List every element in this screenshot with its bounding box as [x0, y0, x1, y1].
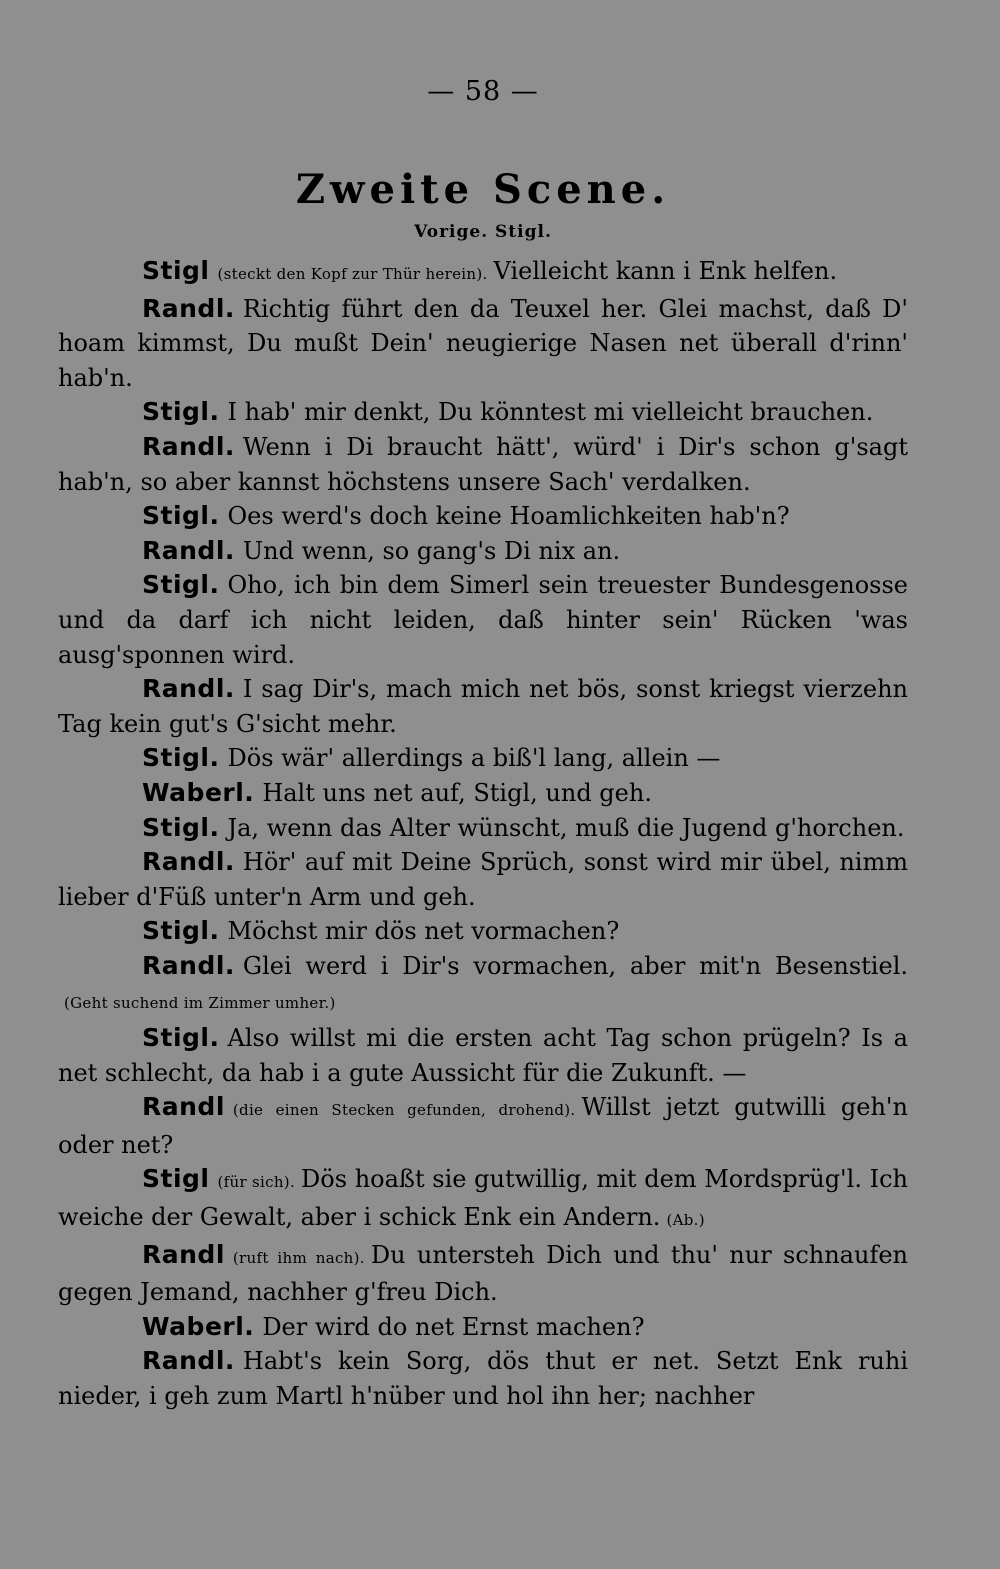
speech-text: Also willst mi die ersten acht Tag schon prügeln? Is a net schlecht, da hab i a gute Aussicht für die Zukunft. — [58, 1024, 908, 1087]
speaker-name: Stigl. [142, 743, 220, 773]
speech-text: Richtig führt den da Teuxel her. Glei machst, daß D' hoam kimmst, Du mußt Dein' neugierige Nasen net überall d'rinn' hab'n. [58, 294, 908, 392]
speech-text: Der wird do net Ernst machen? [262, 1312, 645, 1341]
stage-direction: (steckt den Kopf zur Thür herein). [217, 265, 488, 283]
cast-line: Vorige. Stigl. [414, 222, 552, 242]
speech-text: Du untersteh Dich und thu' nur schnaufen gegen Jemand, nachher g'freu Dich. [58, 1240, 908, 1307]
speech [58, 672, 908, 741]
speech [58, 949, 908, 1021]
speech [58, 568, 908, 672]
speech [58, 395, 908, 430]
speech-text: I hab' mir denkt, Du könntest mi vielleicht brauchen. [227, 398, 874, 427]
speech-text: Dös wär' allerdings a biß'l lang, allein — [227, 744, 721, 773]
stage-direction: (die einen Stecken gefunden, drohend). [232, 1101, 576, 1120]
speech [58, 254, 908, 292]
speaker-name: Randl. [142, 1346, 235, 1376]
speech-text: Willst jetzt gutwilli geh'n oder net? [58, 1093, 908, 1159]
stage-direction: (Ab.) [666, 1211, 705, 1230]
speaker-name: Randl. [142, 847, 235, 877]
stage-direction: (ruft ihm nach). [232, 1248, 365, 1267]
speaker-name: Stigl [142, 1164, 210, 1194]
speech-text: Ja, wenn das Alter wünscht, muß die Jugend g'horchen. [227, 813, 905, 842]
speech-text: Wenn i Di braucht hätt', würd' i Dir's schon g'sagt hab'n, so aber kannst höchstens unsere Sach' verdalken. [58, 432, 908, 496]
speaker-name: Stigl. [142, 570, 220, 600]
speech [58, 741, 908, 776]
speech-text: I sag Dir's, mach mich net bös, sonst kriegst vierzehn Tag kein gut's G'sicht mehr. [58, 675, 908, 738]
speaker-name: Randl [142, 1239, 225, 1269]
speech [58, 1090, 908, 1162]
speaker-name: Waberl. [142, 777, 255, 807]
page-number: — 58 — [427, 76, 539, 107]
speech-text: Oho, ich bin dem Simerl sein treuester Bundesgenosse und da darf ich nicht leiden, daß hinter sein' Rücken 'was ausg'sponnen wird. [58, 571, 908, 669]
speech [58, 430, 908, 499]
speech [58, 534, 908, 569]
speech [58, 1238, 908, 1310]
speech [58, 499, 908, 534]
speech-text: Glei werd i Dir's vormachen, aber mit'n Besenstiel. [242, 951, 908, 980]
speaker-name: Randl. [142, 674, 235, 704]
speech [58, 1162, 908, 1237]
stage-direction: (Geht suchend im Zimmer umher.) [64, 994, 336, 1013]
speaker-name: Stigl [142, 256, 210, 285]
speaker-name: Randl. [142, 950, 235, 980]
speech [58, 1021, 908, 1090]
stage-direction: (für sich). [217, 1173, 296, 1192]
speech-text: Habt's kein Sorg, dös thut er net. Setzt Enk ruhi nieder, i geh zum Martl h'nüber und hol ihn her; nachher [58, 1347, 908, 1410]
speech [58, 1344, 908, 1413]
speaker-name: Stigl. [142, 812, 220, 842]
speech [58, 845, 908, 914]
speaker-name: Waberl. [142, 1311, 255, 1341]
speaker-name: Randl. [142, 431, 235, 461]
speech-text: Oes werd's doch keine Hoamlichkeiten hab'n? [227, 502, 790, 531]
scene-title: Zweite Scene. [295, 166, 671, 213]
speech-text: Und wenn, so gang's Di nix an. [242, 536, 621, 565]
speech [58, 776, 908, 811]
speech-text: Möchst mir dös net vormachen? [227, 917, 620, 946]
speech-text: Vielleicht kann i Enk helfen. [493, 257, 838, 285]
speech-text: Dös hoaßt sie gutwillig, mit dem Mordsprüg'l. Ich weiche der Gewalt, aber i schick Enk ein Andern. [58, 1165, 909, 1232]
speech [58, 914, 908, 949]
dialogue [58, 254, 908, 1414]
book-page [58, 72, 908, 1414]
speaker-name: Randl [142, 1092, 225, 1122]
speaker-name: Randl. [142, 535, 235, 565]
speaker-name: Stigl. [142, 1023, 220, 1053]
speaker-name: Randl. [142, 293, 235, 323]
speaker-name: Stigl. [142, 916, 220, 946]
speaker-name: Stigl. [142, 397, 220, 427]
speaker-name: Stigl. [142, 501, 220, 531]
speech-text: Hör' auf mit Deine Sprüch, sonst wird mir übel, nimm lieber d'Füß unter'n Arm und geh. [58, 848, 908, 911]
speech [58, 811, 908, 846]
speech [58, 292, 908, 396]
speech [58, 1310, 908, 1345]
speech-text: Halt uns net auf, Stigl, und geh. [262, 778, 652, 807]
